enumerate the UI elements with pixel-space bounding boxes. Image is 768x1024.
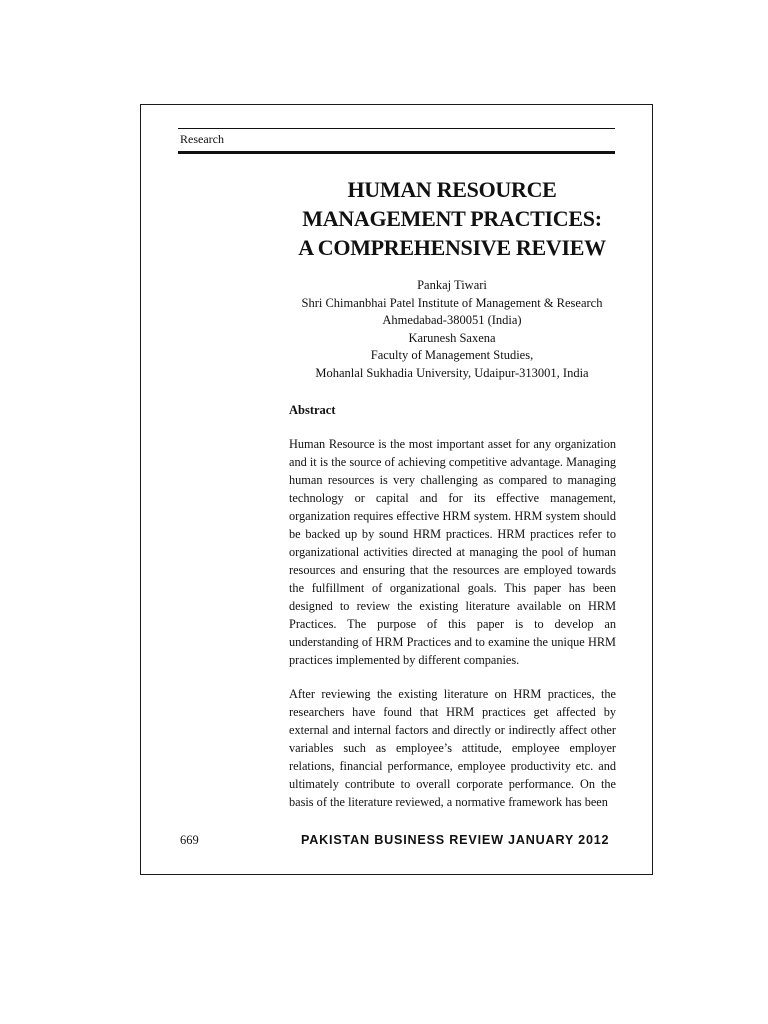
abstract-paragraph: Human Resource is the most important asset for any organization and it is the source of achieving competitive advantage. Managing human resources is very challenging as compared to managing technology or capital and for its effective management, organization requires effective HRM system. HRM system should be backed up by sound HRM practices. HRM practices refer to organizational activities directed at managing the pool of human resources and ensuring that the resources are employed towards the fulfillment of organizational goals. This paper has been designed to review the existing literature available on HRM Practices. The purpose of this paper is to develop an understanding of HRM Practices and to examine the unique HRM practices implemented by different companies.: [289, 437, 616, 667]
abstract-paragraph: After reviewing the existing literature on HRM practices, the researchers have found that HRM practices get affected by external and internal factors and directly or indirectly affect other variables such as employee’s attitude, employee employer relations, financial performance, employee productivity etc. and ultimately contribute to overall corporate performance. On the basis of the literature reviewed, a normative framework has been: [289, 687, 616, 809]
author-address: Mohanlal Sukhadia University, Udaipur-313001, India: [315, 365, 589, 380]
header-rule-top: [178, 128, 615, 129]
section-label: Research: [180, 132, 224, 146]
article-title: [288, 175, 616, 262]
author-address: Ahmedabad-380051 (India): [382, 313, 522, 327]
journal-footer: PAKISTAN BUSINESS REVIEW JANUARY 2012: [301, 833, 610, 847]
author-name: Pankaj Tiwari: [417, 278, 487, 292]
page-number: 669: [180, 833, 199, 847]
title-line-2: MANAGEMENT PRACTICES:: [302, 206, 602, 231]
title-line-1: HUMAN RESOURCE: [347, 177, 557, 202]
author-block: [288, 277, 616, 382]
author-name: Karunesh Saxena: [408, 330, 496, 345]
header-rule-bottom: [178, 151, 615, 154]
author-affiliation: Faculty of Management Studies,: [370, 348, 534, 362]
title-line-3: A COMPREHENSIVE REVIEW: [298, 235, 606, 260]
abstract-heading: Abstract: [289, 403, 336, 417]
author-affiliation: Shri Chimanbhai Patel Institute of Management & Research: [301, 295, 603, 310]
